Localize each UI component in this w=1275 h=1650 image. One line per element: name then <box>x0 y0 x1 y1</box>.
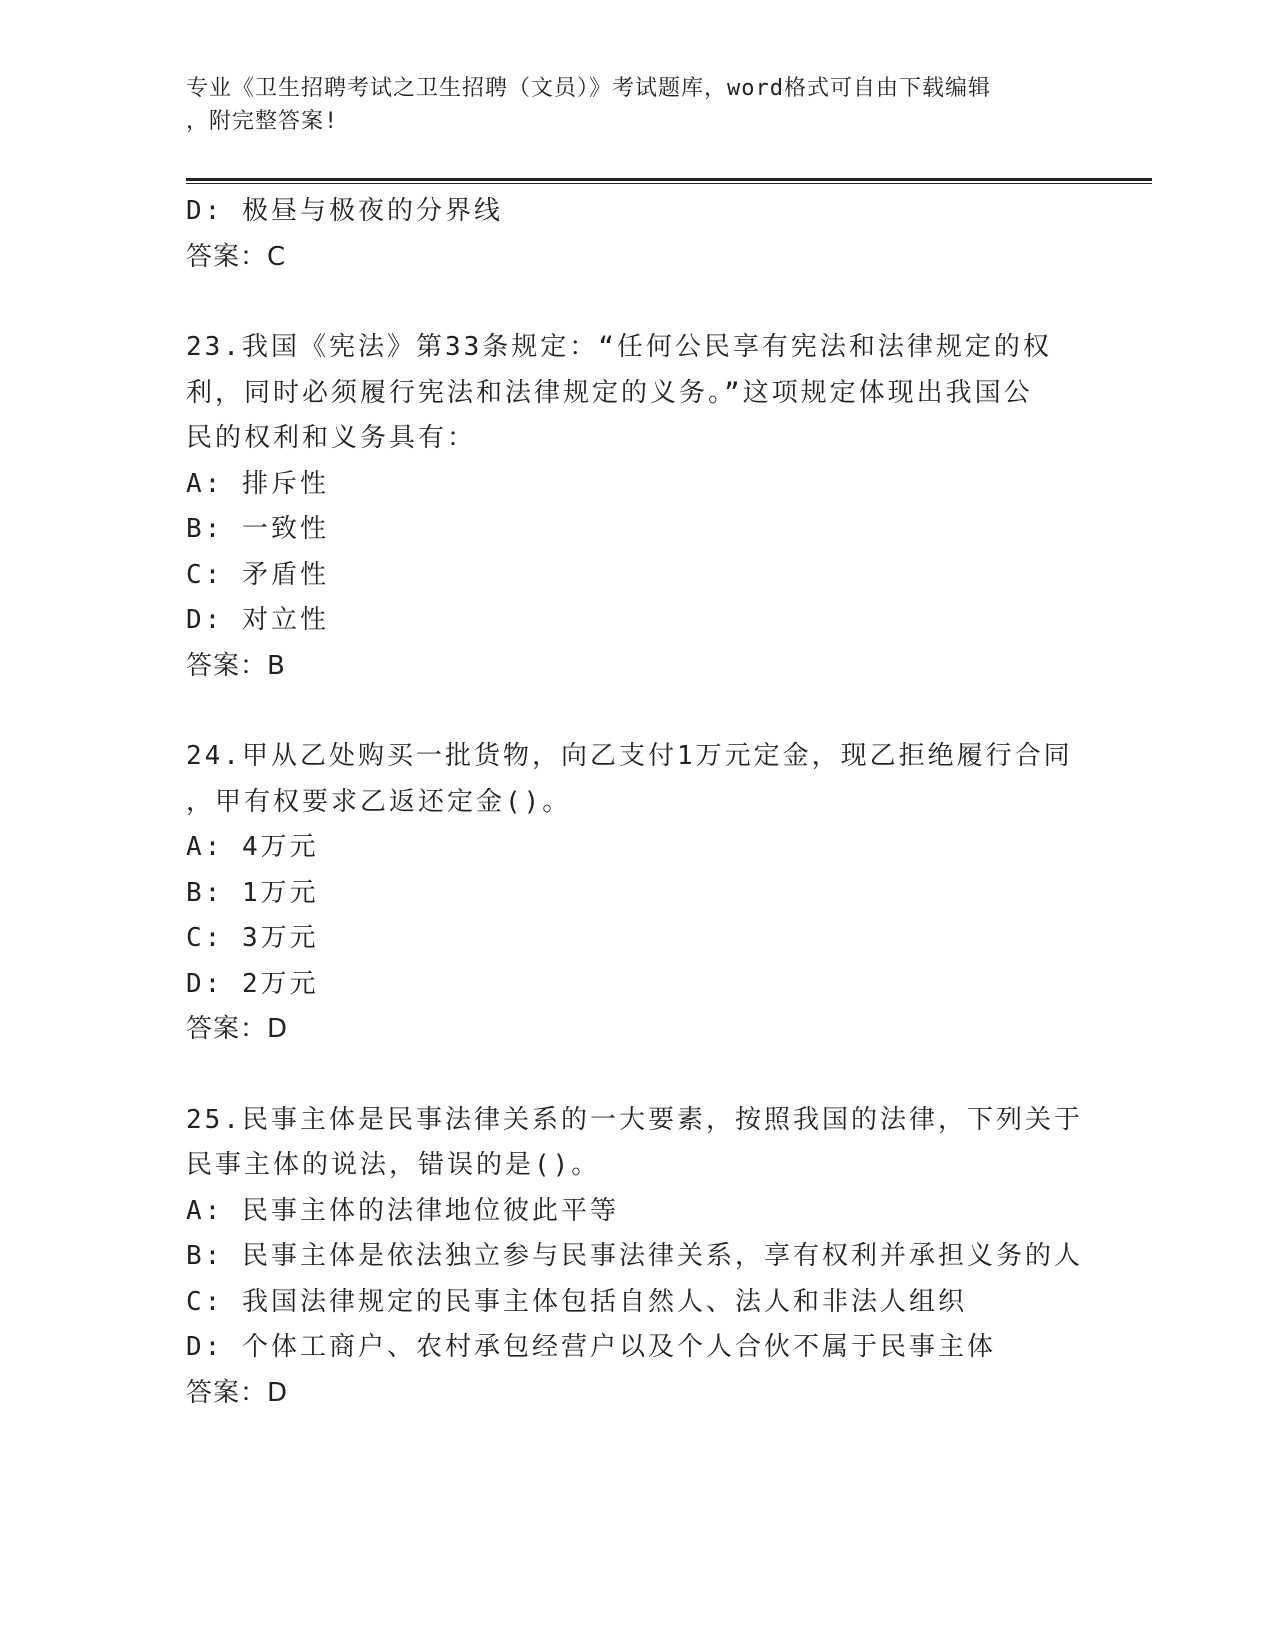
question-text-line: 利，同时必须履行宪法和法律规定的义务。”这项规定体现出我国公 <box>186 377 1033 408</box>
question-25 <box>186 1098 1086 1417</box>
question-24 <box>186 734 1086 1053</box>
document-body <box>186 189 1086 1416</box>
option-b: B: 一致性 <box>186 514 329 544</box>
question-text-line: 民的权利和义务具有： <box>186 423 477 453</box>
header-line-2: ，附完整答案! <box>186 109 339 134</box>
option-d: D: 极昼与极夜的分界线 <box>186 196 503 226</box>
option-b: B: 民事主体是依法独立参与民事法律关系，享有权利并承担义务的人 <box>186 1241 1083 1271</box>
document-header <box>186 72 1066 138</box>
question-text-line: 25.民事主体是民事法律关系的一大要素，按照我国的法律，下列关于 <box>186 1104 1083 1135</box>
header-rule-thin <box>186 183 1152 184</box>
option-c: C: 我国法律规定的民事主体包括自然人、法人和非法人组织 <box>186 1286 967 1317</box>
answer-line: 答案：D <box>186 1014 289 1044</box>
option-b: B: 1万元 <box>186 877 319 908</box>
header-line-1: 专业《卫生招聘考试之卫生招聘（文员）》考试题库，word格式可自由下载编辑 <box>186 76 991 101</box>
question-23 <box>186 325 1086 689</box>
header-rule-thick <box>186 178 1152 181</box>
option-d: D: 2万元 <box>186 968 319 999</box>
answer-line: 答案：D <box>186 1377 289 1408</box>
question-text-line: 民事主体的说法，错误的是()。 <box>186 1150 601 1180</box>
question-text-line: ，甲有权要求乙返还定金()。 <box>186 786 572 817</box>
answer-line: 答案：B <box>186 650 286 681</box>
option-a: A: 4万元 <box>186 832 319 862</box>
option-c: C: 3万元 <box>186 923 319 953</box>
option-a: A: 民事主体的法律地位彼此平等 <box>186 1195 619 1226</box>
question-text-line: 24.甲从乙处购买一批货物，向乙支付1万元定金，现乙拒绝履行合同 <box>186 741 1073 771</box>
option-d: D: 对立性 <box>186 605 329 635</box>
option-c: C: 矛盾性 <box>186 559 329 590</box>
question-text-line: 23.我国《宪法》第33条规定：“任何公民享有宪法和法律规定的权 <box>186 332 1052 362</box>
answer-line: 答案：C <box>186 241 287 272</box>
option-d: D: 个体工商户、农村承包经营户以及个人合伙不属于民事主体 <box>186 1332 996 1362</box>
prev-question-tail <box>186 189 1086 280</box>
option-a: A: 排斥性 <box>186 468 329 499</box>
